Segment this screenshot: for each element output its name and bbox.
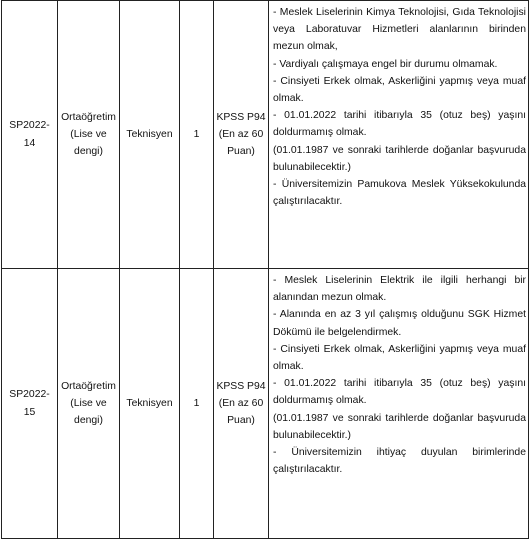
- requirement-item: - Meslek Liselerinin Kimya Teknolojisi, Gıda Teknolojisi veya Laboratuvar Hizmetleri alanlarının birinden mezun olmak,: [273, 7, 526, 53]
- table-row: [2, 1, 529, 269]
- position-code: SP2022-14: [2, 1, 58, 269]
- exam-requirement: KPSS P94 (En az 60 Puan): [214, 1, 269, 269]
- exam-requirement: KPSS P94 (En az 60 Puan): [214, 269, 269, 539]
- requirement-item: - Meslek Liselerinin Elektrik ile ilgili herhangi bir alanından mezun olmak.: [273, 275, 526, 304]
- position-title: Teknisyen: [120, 1, 180, 269]
- table-row: [2, 269, 529, 539]
- requirements-cell: [269, 269, 529, 539]
- requirement-item: - Vardiyalı çalışmaya engel bir durumu olmamak.: [273, 58, 498, 70]
- requirements-cell: [269, 1, 529, 269]
- position-code: SP2022-15: [2, 269, 58, 539]
- education-level: Ortaöğretim (Lise ve dengi): [58, 1, 120, 269]
- requirement-item: - 01.01.2022 tarihi itibarıyla 35 (otuz beş) yaşını doldurmamış olmak.: [273, 378, 526, 407]
- requirement-item: (01.01.1987 ve sonraki tarihlerde doğanlar başvuruda bulunabilecektir.): [273, 144, 526, 173]
- position-count: 1: [180, 269, 214, 539]
- requirement-item: - Cinsiyeti Erkek olmak, Askerliğini yapmış veya muaf olmak.: [273, 343, 526, 373]
- requirement-item: - Üniversitemizin Pamukova Meslek Yüksekokulunda çalıştırılacaktır.: [273, 179, 526, 208]
- requirement-item: - 01.01.2022 tarihi itibarıyla 35 (otuz beş) yaşını doldurmamış olmak.: [273, 110, 526, 139]
- position-count: 1: [180, 1, 214, 269]
- positions-table: [1, 0, 529, 539]
- position-title: Teknisyen: [120, 269, 180, 539]
- requirement-item: - Cinsiyeti Erkek olmak, Askerliğini yapmış veya muaf olmak.: [273, 75, 526, 105]
- requirement-item: - Alanında en az 3 yıl çalışmış olduğunu SGK Hizmet Dökümü ile belgelendirmek.: [273, 309, 526, 338]
- education-level: Ortaöğretim (Lise ve dengi): [58, 269, 120, 539]
- requirement-item: - Üniversitemizin ihtiyaç duyulan birimlerinde çalıştırılacaktır.: [273, 447, 526, 476]
- requirement-item: (01.01.1987 ve sonraki tarihlerde doğanlar başvuruda bulunabilecektir.): [273, 412, 526, 441]
